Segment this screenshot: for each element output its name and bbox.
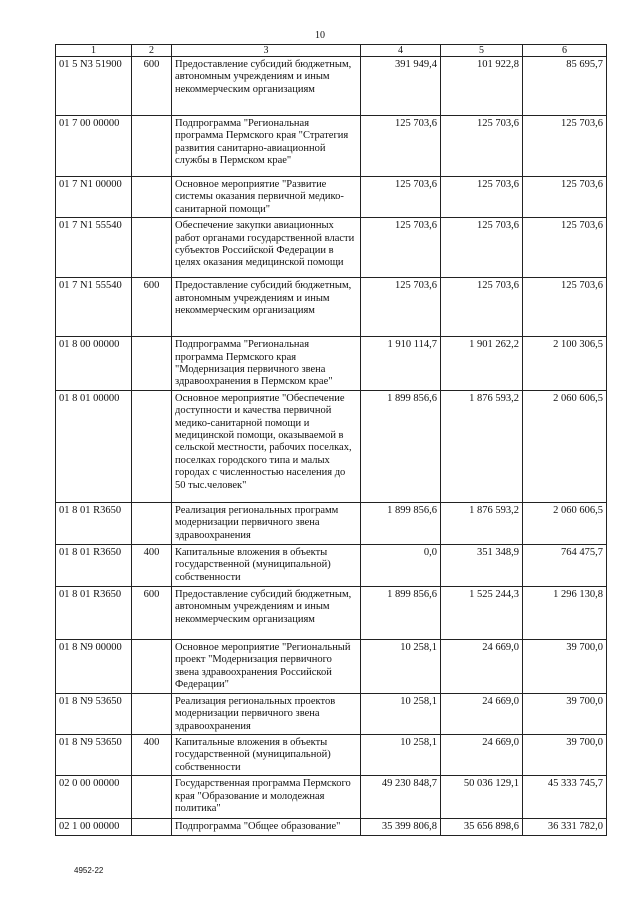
row-code: 01 8 N9 00000	[56, 639, 132, 693]
row-expense-type	[132, 819, 172, 835]
row-value-year3: 125 703,6	[523, 218, 607, 278]
row-value-year2: 35 656 898,6	[441, 819, 523, 835]
row-name: Государственная программа Пермского края "Образование и молодежная политика"	[172, 776, 361, 819]
row-name: Основное мероприятие "Развитие системы оказания первичной медико-санитарной помощи"	[172, 177, 361, 218]
row-value-year1: 1 899 856,6	[361, 502, 441, 544]
row-code: 01 8 01 R3650	[56, 586, 132, 639]
row-value-year1: 35 399 806,8	[361, 819, 441, 835]
row-value-year2: 1 525 244,3	[441, 586, 523, 639]
row-value-year1: 125 703,6	[361, 177, 441, 218]
row-value-year1: 125 703,6	[361, 116, 441, 177]
row-value-year1: 1 910 114,7	[361, 337, 441, 391]
row-value-year1: 10 258,1	[361, 693, 441, 734]
row-value-year2: 50 036 129,1	[441, 776, 523, 819]
row-expense-type	[132, 116, 172, 177]
page-number: 10	[315, 30, 325, 41]
row-value-year2: 125 703,6	[441, 177, 523, 218]
row-name: Капитальные вложения в объекты государственной (муниципальной) собственности	[172, 735, 361, 776]
row-value-year2: 24 669,0	[441, 735, 523, 776]
row-value-year2: 1 876 593,2	[441, 390, 523, 502]
row-name: Предоставление субсидий бюджетным, автономным учреждениям и иным некоммерческим организациям	[172, 57, 361, 116]
row-value-year3: 45 333 745,7	[523, 776, 607, 819]
table-row	[56, 502, 607, 544]
table-row	[56, 819, 607, 835]
row-expense-type: 600	[132, 278, 172, 337]
col-header-name: 3	[172, 45, 361, 57]
row-name: Реализация региональных проектов модернизации первичного звена здравоохранения	[172, 693, 361, 734]
budget-table	[55, 44, 607, 836]
table-row	[56, 639, 607, 693]
table-header-row	[56, 45, 607, 57]
row-value-year3: 36 331 782,0	[523, 819, 607, 835]
col-header-year3: 6	[523, 45, 607, 57]
row-value-year3: 125 703,6	[523, 278, 607, 337]
row-code: 01 8 01 R3650	[56, 544, 132, 586]
row-value-year1: 10 258,1	[361, 639, 441, 693]
row-name: Подпрограмма "Общее образование"	[172, 819, 361, 835]
row-code: 01 8 00 00000	[56, 337, 132, 391]
row-name: Подпрограмма "Региональная программа Пермского края "Модернизация первичного звена здравоохранения в Пермском крае"	[172, 337, 361, 391]
row-name: Подпрограмма "Региональная программа Пермского края "Стратегия развития санитарно-авиационной службы в Пермском крае"	[172, 116, 361, 177]
row-value-year1: 391 949,4	[361, 57, 441, 116]
row-name: Реализация региональных программ модернизации первичного звена здравоохранения	[172, 502, 361, 544]
row-expense-type	[132, 177, 172, 218]
row-value-year1: 1 899 856,6	[361, 390, 441, 502]
row-value-year3: 2 060 606,5	[523, 390, 607, 502]
row-value-year3: 764 475,7	[523, 544, 607, 586]
row-value-year3: 125 703,6	[523, 177, 607, 218]
row-value-year1: 125 703,6	[361, 218, 441, 278]
row-name: Обеспечение закупки авиационных работ органами государственной власти субъектов Российской Федерации в целях оказания медицинской помощи	[172, 218, 361, 278]
table-row	[56, 544, 607, 586]
row-expense-type: 600	[132, 586, 172, 639]
row-name: Капитальные вложения в объекты государственной (муниципальной) собственности	[172, 544, 361, 586]
col-header-code: 1	[56, 45, 132, 57]
row-value-year2: 24 669,0	[441, 693, 523, 734]
table-row	[56, 278, 607, 337]
table-row	[56, 586, 607, 639]
col-header-year2: 5	[441, 45, 523, 57]
document-code: 4952-22	[74, 866, 104, 875]
row-name: Основное мероприятие "Обеспечение доступности и качества первичной медико-санитарной помощи и медицинской помощи, оказываемой в сельской местности, рабочих поселках, поселках городского типа и малых городах с численностью населения до 50 тыс.человек"	[172, 390, 361, 502]
row-value-year2: 351 348,9	[441, 544, 523, 586]
row-code: 02 0 00 00000	[56, 776, 132, 819]
row-value-year2: 1 876 593,2	[441, 502, 523, 544]
table-row	[56, 116, 607, 177]
row-value-year1: 1 899 856,6	[361, 586, 441, 639]
table-row	[56, 337, 607, 391]
row-expense-type	[132, 502, 172, 544]
table-row	[56, 776, 607, 819]
row-code: 01 8 N9 53650	[56, 693, 132, 734]
row-value-year2: 125 703,6	[441, 278, 523, 337]
row-value-year2: 101 922,8	[441, 57, 523, 116]
row-expense-type	[132, 390, 172, 502]
row-code: 02 1 00 00000	[56, 819, 132, 835]
col-header-vr: 2	[132, 45, 172, 57]
row-value-year3: 1 296 130,8	[523, 586, 607, 639]
row-name: Предоставление субсидий бюджетным, автономным учреждениям и иным некоммерческим организациям	[172, 586, 361, 639]
row-value-year1: 10 258,1	[361, 735, 441, 776]
row-code: 01 8 01 R3650	[56, 502, 132, 544]
row-name: Предоставление субсидий бюджетным, автономным учреждениям и иным некоммерческим организациям	[172, 278, 361, 337]
table-row	[56, 218, 607, 278]
table-row	[56, 390, 607, 502]
table-row	[56, 177, 607, 218]
row-value-year3: 125 703,6	[523, 116, 607, 177]
row-code: 01 8 01 00000	[56, 390, 132, 502]
row-expense-type	[132, 218, 172, 278]
table-row	[56, 735, 607, 776]
row-value-year1: 125 703,6	[361, 278, 441, 337]
table-row	[56, 693, 607, 734]
row-expense-type: 600	[132, 57, 172, 116]
row-value-year1: 0,0	[361, 544, 441, 586]
row-code: 01 7 N1 00000	[56, 177, 132, 218]
row-code: 01 8 N9 53650	[56, 735, 132, 776]
row-value-year3: 2 100 306,5	[523, 337, 607, 391]
table-row	[56, 57, 607, 116]
row-expense-type	[132, 337, 172, 391]
row-code: 01 5 N3 51900	[56, 57, 132, 116]
row-value-year2: 1 901 262,2	[441, 337, 523, 391]
row-value-year1: 49 230 848,7	[361, 776, 441, 819]
row-value-year2: 24 669,0	[441, 639, 523, 693]
row-value-year3: 85 695,7	[523, 57, 607, 116]
row-value-year3: 39 700,0	[523, 639, 607, 693]
row-value-year2: 125 703,6	[441, 218, 523, 278]
col-header-year1: 4	[361, 45, 441, 57]
row-expense-type	[132, 693, 172, 734]
row-code: 01 7 N1 55540	[56, 218, 132, 278]
row-value-year3: 2 060 606,5	[523, 502, 607, 544]
row-expense-type	[132, 639, 172, 693]
row-code: 01 7 00 00000	[56, 116, 132, 177]
row-value-year3: 39 700,0	[523, 693, 607, 734]
row-expense-type: 400	[132, 544, 172, 586]
row-value-year3: 39 700,0	[523, 735, 607, 776]
row-code: 01 7 N1 55540	[56, 278, 132, 337]
row-expense-type: 400	[132, 735, 172, 776]
row-expense-type	[132, 776, 172, 819]
row-name: Основное мероприятие "Региональный проект "Модернизация первичного звена здравоохранения Российской Федерации"	[172, 639, 361, 693]
row-value-year2: 125 703,6	[441, 116, 523, 177]
